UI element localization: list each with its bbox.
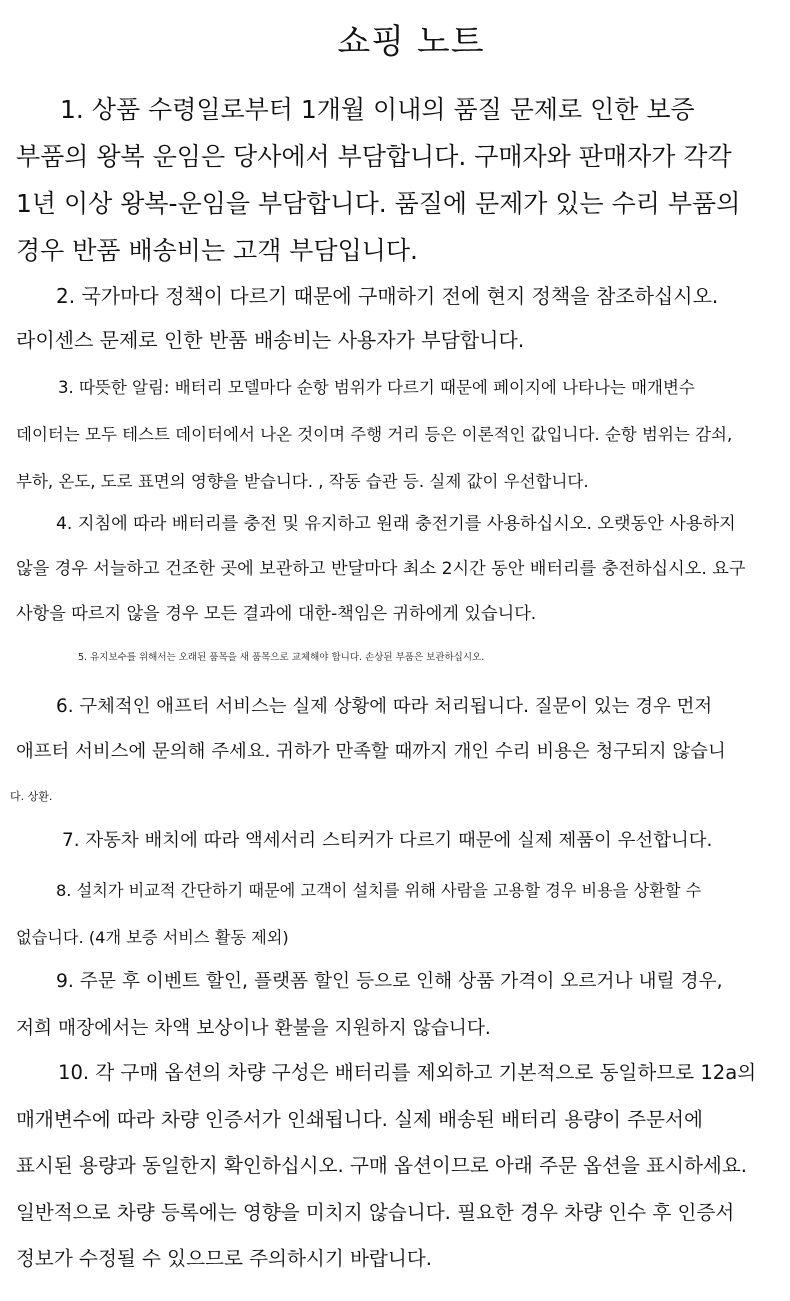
note-6	[16, 684, 761, 774]
note-2	[16, 274, 761, 362]
note-text: 10. 각 구매 옵션의 차량 구성은 배터리를 제외하고 기본적으로 동일하므로 12a의 매개변수에 따라 차량 인증서가 인쇄됩니다. 실제 배송된 배터리 용량이 주문서에 표시된 용량과 동일한지 확인하십시오. 구매 옵션이므로 아래 주문 옵션을 표시하세요. 일반적으로 차량 등록에는 영향을 미치지 않습니다. 필요한 경우 차량 인수 후 인증서 정보가 수정될 수 있으므로 주의하시기 바랍니다.	[16, 1061, 757, 1270]
note-4	[16, 502, 746, 637]
note-text: 3. 따뜻한 알림: 배터리 모델마다 순항 범위가 다르기 때문에 페이지에 나타나는 매개변수 데이터는 모두 테스트 데이터에서 나온 것이며 주행 거리 등은 이론적인 값입니다. 순항 범위는 감쇠, 부하, 온도, 도로 표면의 영향을 받습니다. , 작동 습관 등. 실제 값이 우선합니다.	[16, 378, 733, 491]
note-text: 4. 지침에 따라 배터리를 충전 및 유지하고 원래 충전기를 사용하십시오. 오랫동안 사용하지 않을 경우 서늘하고 건조한 곳에 보관하고 반달마다 최소 2시간 동안 배터리를 충전하십시오. 요구 사항을 따르지 않을 경우 모든 결과에 대한-책임은 귀하에게 있습니다.	[16, 514, 746, 624]
note-6-tail	[10, 787, 210, 807]
note-7	[62, 824, 762, 858]
note-text: 1. 상품 수령일로부터 1개월 이내의 품질 문제로 인한 보증 부품의 왕복 운임은 당사에서 부담합니다. 구매자와 판매자가 각각 1년 이상 왕복-운임을 부담합니다. 품질에 문제가 있는 수리 부품의 경우 반품 배송비는 고객 부담입니다.	[16, 95, 741, 265]
page-title: 쇼핑 노트	[337, 22, 485, 62]
note-text: 6. 구체적인 애프터 서비스는 실제 상황에 따라 처리됩니다. 질문이 있는 경우 먼저 애프터 서비스에 문의해 주세요. 귀하가 만족할 때까지 개인 수리 비용은 청구되지 않습니	[16, 696, 726, 762]
note-text: 7. 자동차 배치에 따라 액세서리 스티커가 다르기 때문에 실제 제품이 우선합니다.	[62, 830, 713, 851]
note-text: 5. 유지보수를 위해서는 오래된 품목을 새 품목으로 교체해야 합니다. 손상된 부품은 보관하십시오.	[78, 652, 485, 663]
note-9	[16, 958, 761, 1052]
note-1	[16, 86, 766, 274]
note-text-tail: 다. 상환.	[10, 790, 53, 803]
note-5	[78, 650, 678, 666]
note-text: 8. 설치가 비교적 간단하기 때문에 고객이 설치를 위해 사람을 고용할 경우 비용을 상환할 수 없습니다. (4개 보증 서비스 활동 제외)	[16, 881, 702, 947]
note-text: 2. 국가마다 정책이 다르기 때문에 구매하기 전에 현지 정책을 참조하십시오. 라이센스 문제로 인한 반품 배송비는 사용자가 부담합니다.	[16, 284, 719, 352]
note-8	[16, 867, 756, 961]
note-3	[16, 364, 751, 505]
note-text: 9. 주문 후 이벤트 할인, 플랫폼 할인 등으로 인해 상품 가격이 오르거나 내릴 경우, 저희 매장에서는 차액 보상이나 환불을 지원하지 않습니다.	[16, 971, 723, 1039]
note-10	[16, 1050, 764, 1283]
